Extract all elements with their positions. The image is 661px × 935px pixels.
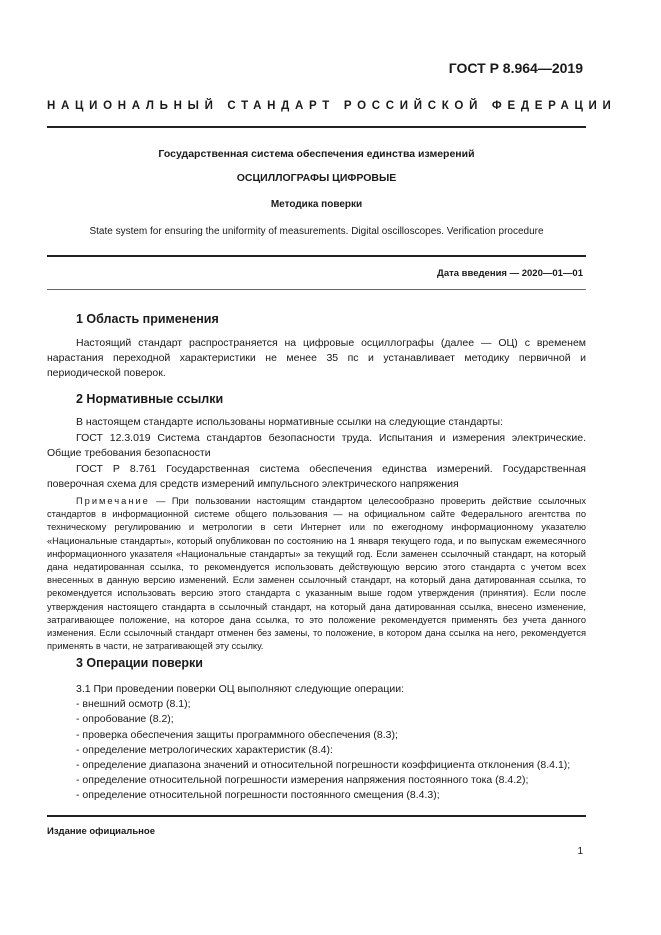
page-number: 1 — [577, 846, 583, 857]
section-2-heading: 2 Нормативные ссылки — [76, 392, 224, 406]
top-divider — [47, 126, 586, 128]
date-divider — [47, 289, 586, 290]
operations-list — [47, 682, 586, 804]
list-item: - определение диапазона значений и относительной погрешности коэффициента отклонения (8.4.1); — [76, 759, 571, 772]
list-item: - определение относительной погрешности измерения напряжения постоянного тока (8.4.2); — [76, 774, 529, 787]
national-standard-banner: НАЦИОНАЛЬНЫЙ СТАНДАРТ РОССИЙСКОЙ ФЕДЕРАЦИИ — [47, 100, 617, 112]
title-divider — [47, 255, 586, 257]
system-title: Государственная система обеспечения единства измерений — [158, 148, 475, 160]
reference-gost-r-8-761: ГОСТ Р 8.761 Государственная система обеспечения единства измерений. Государственная поверочная схема для средств измерений импульсного электрического напряжения — [47, 463, 586, 490]
list-item: - проверка обеспечения защиты программного обеспечения (8.3); — [76, 728, 398, 741]
note-label: Примечание — [76, 496, 150, 506]
section-2-intro: В настоящем стандарте использованы нормативные ссылки на следующие стандарты: — [76, 416, 503, 428]
footer-divider — [47, 815, 586, 817]
introduction-date: Дата введения — 2020—01—01 — [437, 268, 583, 279]
list-item: - опробование (8.2); — [76, 713, 174, 726]
standard-code: ГОСТ Р 8.964—2019 — [448, 60, 583, 76]
section-1-heading: 1 Область применения — [76, 312, 219, 326]
list-item: - определение метрологических характеристик (8.4): — [76, 743, 333, 756]
sub-title: Методика поверки — [270, 199, 363, 210]
english-title: State system for ensuring the uniformity of measurements. Digital oscilloscopes. Verification procedure — [89, 226, 544, 237]
section-1-text: Настоящий стандарт распространяется на цифровые осциллографы (далее — ОЦ) с временем нарастания переходной характеристики не менее 35 пс и устанавливает методику первичной и периодической поверок. — [47, 337, 586, 379]
main-title: ОСЦИЛЛОГРАФЫ ЦИФРОВЫЕ — [236, 172, 397, 184]
reference-gost-12-3-019: ГОСТ 12.3.019 Система стандартов безопасности труда. Испытания и измерения электрические. Общие требования безопасности — [47, 432, 586, 459]
section-3-heading: 3 Операции поверки — [76, 656, 203, 670]
official-edition-label: Издание официальное — [47, 826, 155, 837]
list-item: - внешний осмотр (8.1); — [76, 698, 191, 711]
note-paragraph — [47, 495, 586, 653]
note-text: — При пользовании настоящим стандартом целесообразно проверить действие ссылочных стандартов в информационной системе общего пользования — на официальном сайте Федерального агентства по техническому регулированию и метрологии в сети Интернет или по ежегодному информационному указателю «Национальные стандарты», который опубликован по состоянию на 1 января текущего года, и по выпускам ежемесячного информационного указателя «Национальные стандарты» за текущий год. Если заменен ссылочный стандарт, на который дана недатированная ссылка, то рекомендуется использовать действующую версию этого стандарта с учетом всех внесенных в данную версию изменений. Если заменен ссылочный стандарт, на который дана датированная ссылка, то рекомендуется использовать версию этого стандарта с указанным выше годом утверждения (принятия). Если после утверждения настоящего стандарта в ссылочный стандарт, на который дана датированная ссылка, внесено изменение, затрагивающее положение, на которое дана ссылка, то это положение рекомендуется применять без учета данного изменения. Если ссылочный стандарт отменен без замены, то положение, в котором дана ссылка на него, рекомендуется применять в части, не затрагивающей эту ссылку. — [47, 496, 586, 652]
list-item: - определение относительной погрешности постоянного смещения (8.4.3); — [76, 789, 440, 802]
operations-intro: 3.1 При проведении поверки ОЦ выполняют следующие операции: — [76, 683, 405, 695]
